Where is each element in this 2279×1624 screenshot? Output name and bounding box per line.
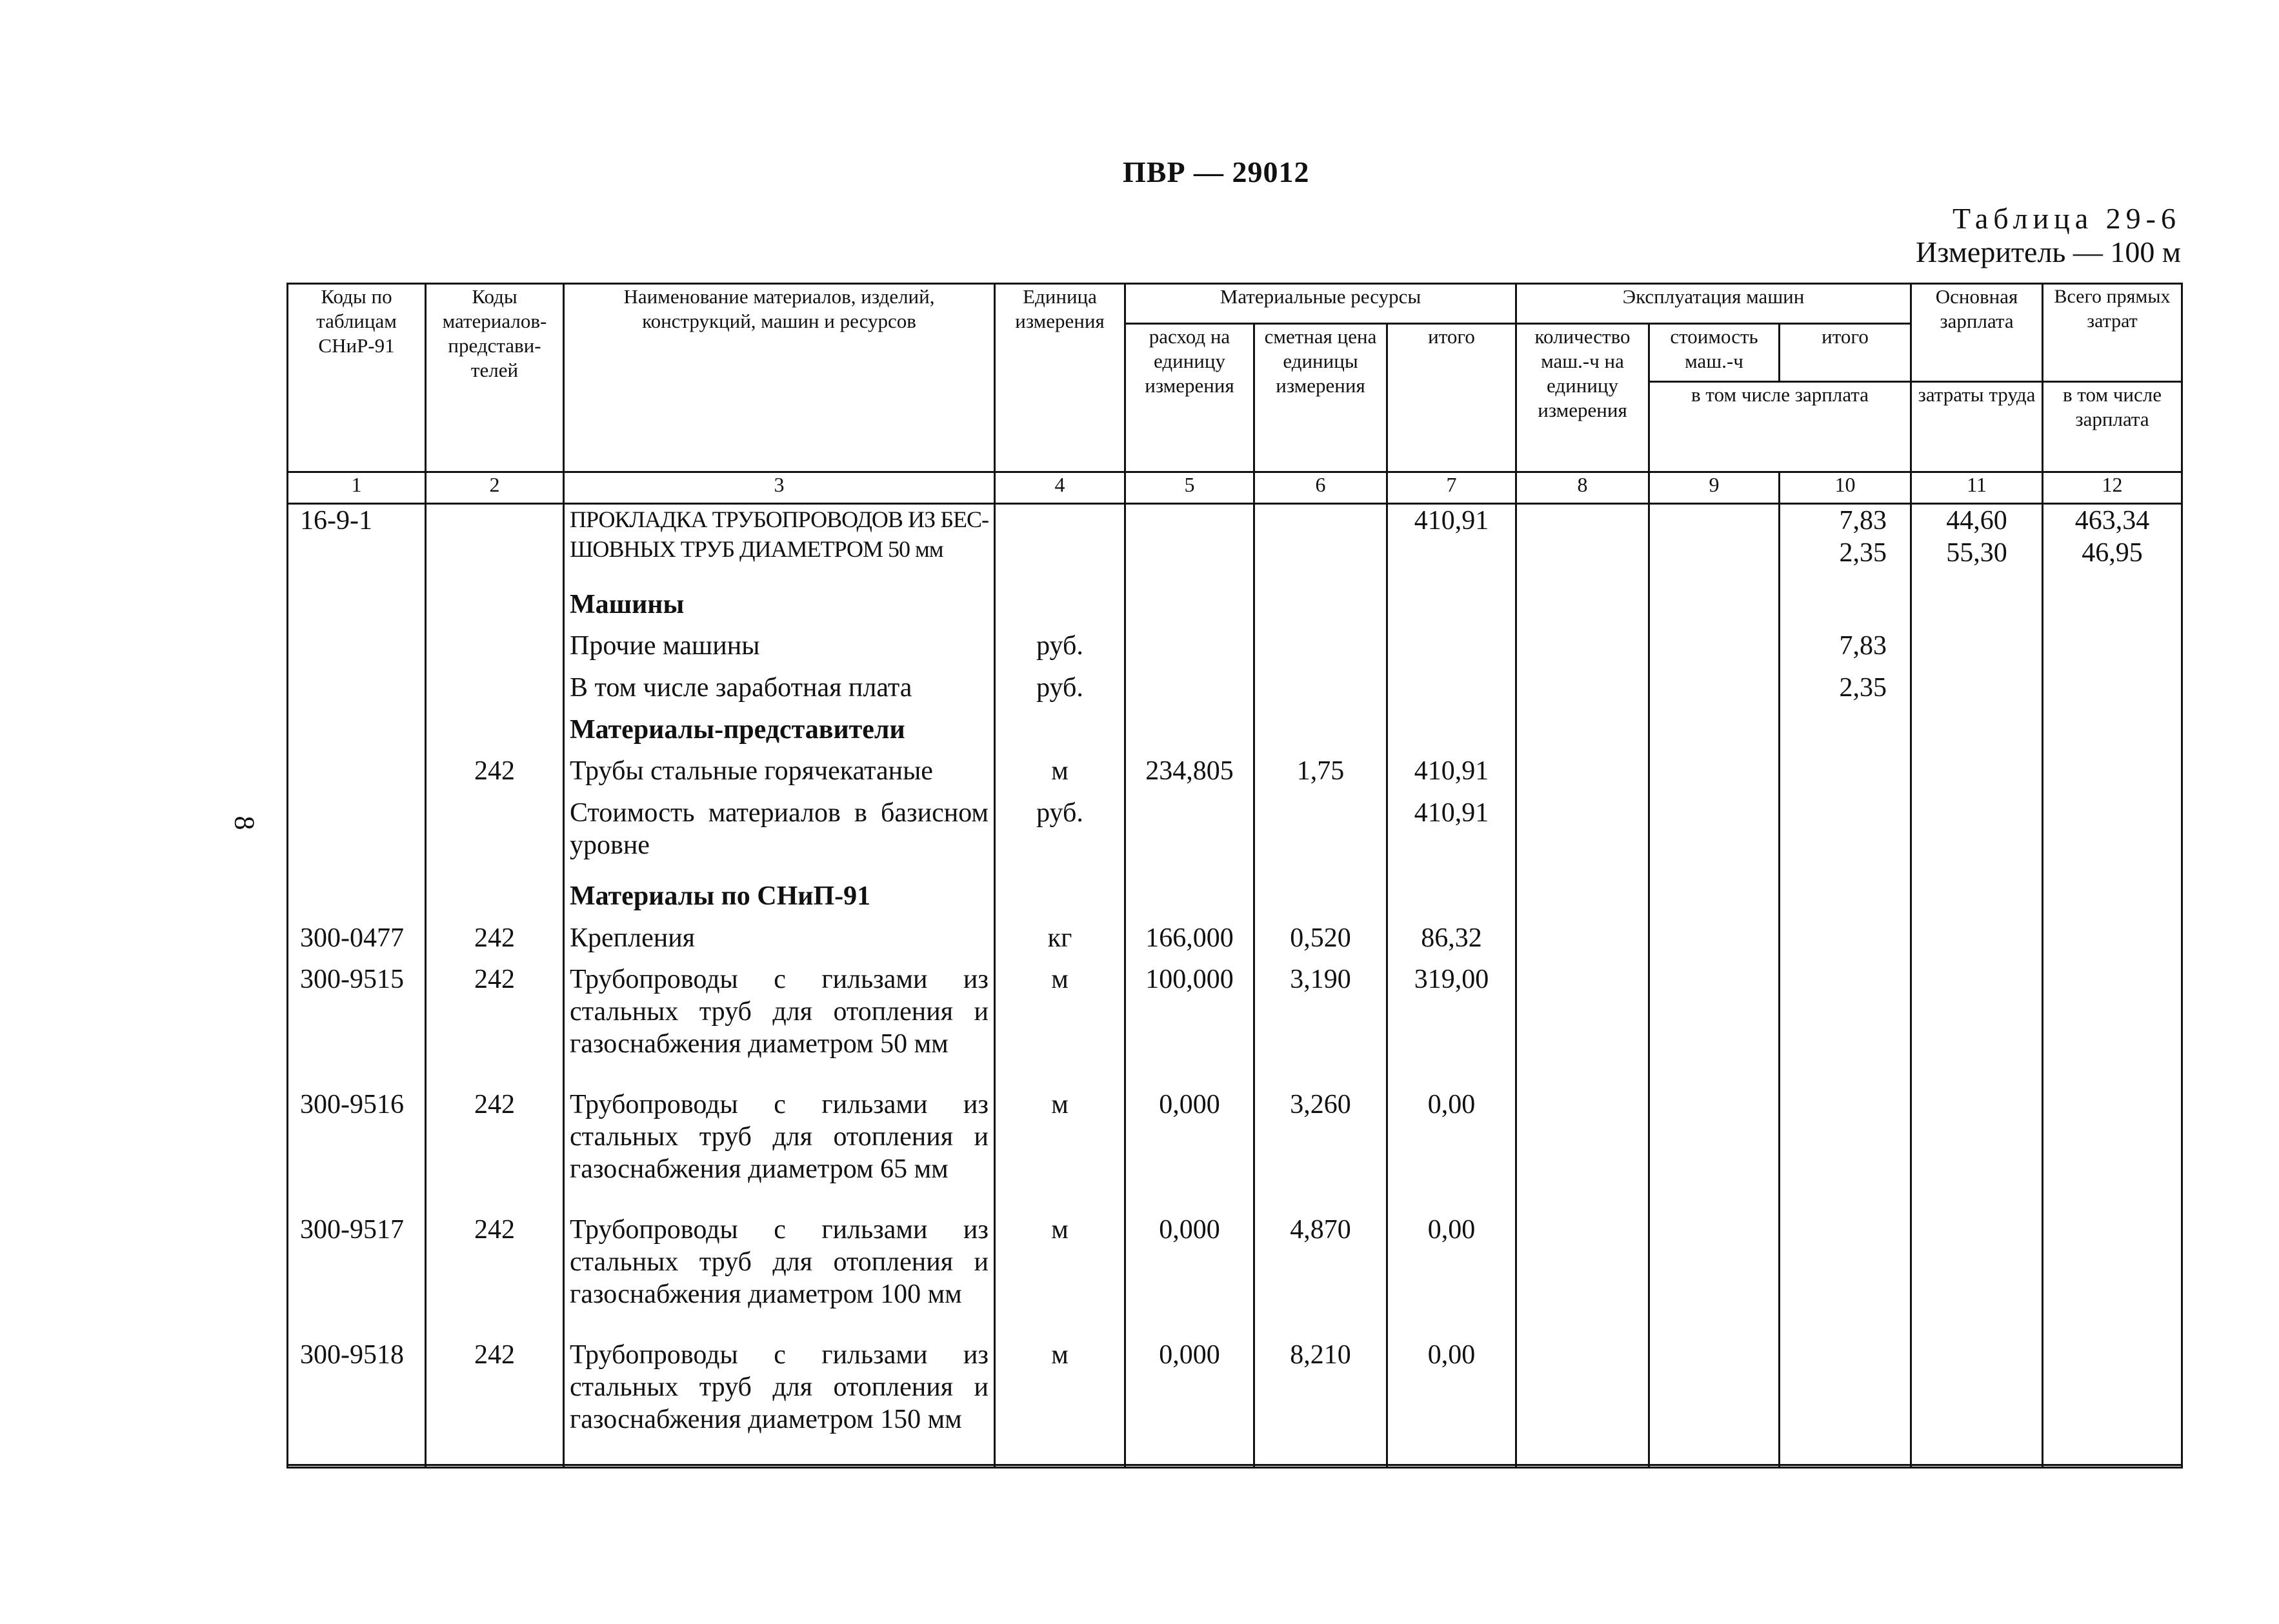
row-rate: 166,000: [1125, 922, 1254, 964]
resource-table: [286, 283, 2183, 1469]
table-row: [288, 630, 2182, 672]
header-price: сметная цена единицы измерения: [1254, 324, 1387, 472]
row-price: 8,210: [1254, 1339, 1387, 1465]
row-machines-total: 7,83: [1780, 630, 1911, 672]
row-rate: 0,000: [1125, 1088, 1254, 1214]
row-name: Трубопроводы с гильзами из стальных труб для отопления и газоснабжения диаметром 100 мм: [564, 1214, 995, 1339]
row-materials-total: 410,91: [1387, 755, 1516, 797]
row-price: 1,75: [1254, 755, 1387, 797]
table-row: [288, 963, 2182, 1088]
header-machines-salary: в том числе зарплата: [1649, 382, 1911, 472]
row-unit: м: [995, 1088, 1125, 1214]
row-base-salary: 44,60: [1946, 506, 2007, 536]
table-row: [288, 672, 2182, 714]
header-materials-total: итого: [1387, 324, 1516, 472]
row-code-representative: 242: [426, 755, 564, 797]
row-machines-total: 7,83: [1839, 506, 1887, 536]
table-row: [288, 797, 2182, 880]
row-machines-salary: 2,35: [1839, 538, 1887, 568]
table-row: [288, 922, 2182, 964]
row-code: 16-9-1: [288, 504, 426, 588]
row-price: 4,870: [1254, 1214, 1387, 1339]
row-name: Трубы стальные горячекатаные: [564, 755, 995, 797]
header-machine-hour-cost: стоимость маш.-ч: [1649, 324, 1780, 382]
section-snip-materials: Материалы по СНиП-91: [564, 880, 995, 922]
section-representatives: Материалы-представители: [564, 714, 995, 756]
row-code: 300-9518: [288, 1339, 426, 1465]
column-number: 7: [1387, 472, 1516, 504]
row-unit: кг: [995, 922, 1125, 964]
header-labor: затраты труда: [1911, 382, 2043, 472]
row-rate: 100,000: [1125, 963, 1254, 1088]
row-materials-total: 410,91: [1387, 797, 1516, 880]
document-title: ПВР — 29012: [1123, 155, 1310, 188]
row-unit: руб.: [995, 797, 1125, 880]
row-code: 300-9515: [288, 963, 426, 1088]
header-rate: расход на единицу измерения: [1125, 324, 1254, 472]
table-row: [288, 755, 2182, 797]
table-row: [288, 1339, 2182, 1465]
row-materials-total: 319,00: [1387, 963, 1516, 1088]
row-code-representative: 242: [426, 1088, 564, 1214]
row-total-salary: 46,95: [2082, 538, 2143, 568]
column-number: 1: [288, 472, 426, 504]
header-total-salary: в том числе зарплата: [2043, 382, 2182, 472]
row-name: Прочие машины: [564, 630, 995, 672]
row-unit: руб.: [995, 672, 1125, 714]
column-number: 2: [426, 472, 564, 504]
row-name: Стоимость материалов в базисном уровне: [564, 797, 995, 880]
header-machines-total: итого: [1780, 324, 1911, 382]
row-code-representative: 242: [426, 1214, 564, 1339]
table-row: [288, 1088, 2182, 1214]
header-name: Наименование материалов, изделий, конструкций, машин и ресурсов: [564, 284, 995, 472]
row-name: В том числе заработная плата: [564, 672, 995, 714]
row-materials-total: 0,00: [1387, 1088, 1516, 1214]
row-materials-total: 0,00: [1387, 1214, 1516, 1339]
column-number: 3: [564, 472, 995, 504]
header-unit: Единица измерения: [995, 284, 1125, 472]
row-code-representative: 242: [426, 922, 564, 964]
header-group-materials: Материальные ресурсы: [1125, 284, 1516, 324]
row-code-representative: 242: [426, 963, 564, 1088]
header-total-direct: Всего прямых затрат: [2043, 284, 2182, 382]
row-labor: 55,30: [1946, 538, 2007, 568]
header-codes-representatives: Коды материалов-представи-телей: [426, 284, 564, 472]
row-name: Трубопроводы с гильзами из стальных труб для отопления и газоснабжения диаметром 50 мм: [564, 963, 995, 1088]
header-base-salary: Основная зарплата: [1911, 284, 2043, 382]
row-code: 300-0477: [288, 922, 426, 964]
table-row: [288, 1214, 2182, 1339]
table-row-main: [288, 504, 2182, 588]
row-name: ПРОКЛАДКА ТРУБОПРОВОДОВ ИЗ БЕС-ШОВНЫХ ТРУБ ДИАМЕТРОМ 50 мм: [564, 504, 995, 588]
header-group-machines: Эксплуатация машин: [1516, 284, 1911, 324]
header-codes-snip: Коды по таблицам СНиР-91: [288, 284, 426, 472]
row-code: 300-9517: [288, 1214, 426, 1339]
row-total-direct: 463,34: [2074, 506, 2150, 536]
column-number: 8: [1516, 472, 1649, 504]
column-number: 5: [1125, 472, 1254, 504]
row-unit: м: [995, 1339, 1125, 1465]
row-price: 0,520: [1254, 922, 1387, 964]
row-unit: руб.: [995, 630, 1125, 672]
column-number: 10: [1780, 472, 1911, 504]
page-number: 8: [228, 816, 261, 830]
row-name: Крепления: [564, 922, 995, 964]
row-name: Трубопроводы с гильзами из стальных труб для отопления и газоснабжения диаметром 65 мм: [564, 1088, 995, 1214]
column-number: 12: [2043, 472, 2182, 504]
column-number: 4: [995, 472, 1125, 504]
row-materials-total: 86,32: [1387, 922, 1516, 964]
table-label: Таблица 29-6: [1952, 202, 2181, 235]
row-code-representative: 242: [426, 1339, 564, 1465]
column-number: 11: [1911, 472, 2043, 504]
measure-label: Измеритель — 100 м: [1916, 236, 2181, 268]
row-rate: 234,805: [1125, 755, 1254, 797]
row-unit: м: [995, 963, 1125, 1088]
section-machines: Машины: [564, 588, 995, 630]
row-price: 3,190: [1254, 963, 1387, 1088]
column-number: 6: [1254, 472, 1387, 504]
row-machines-salary: 2,35: [1780, 672, 1911, 714]
row-unit: м: [995, 1214, 1125, 1339]
column-number: 9: [1649, 472, 1780, 504]
row-name: Трубопроводы с гильзами из стальных труб для отопления и газоснабжения диаметром 150 мм: [564, 1339, 995, 1465]
row-code: 300-9516: [288, 1088, 426, 1214]
row-unit: м: [995, 755, 1125, 797]
header-machine-hours: количество маш.-ч на единицу измерения: [1516, 324, 1649, 472]
row-materials-total: 0,00: [1387, 1339, 1516, 1465]
row-price: 3,260: [1254, 1088, 1387, 1214]
row-rate: 0,000: [1125, 1339, 1254, 1465]
row-rate: 0,000: [1125, 1214, 1254, 1339]
row-materials-total: 410,91: [1387, 504, 1516, 588]
column-numbers-row: [288, 472, 2182, 504]
